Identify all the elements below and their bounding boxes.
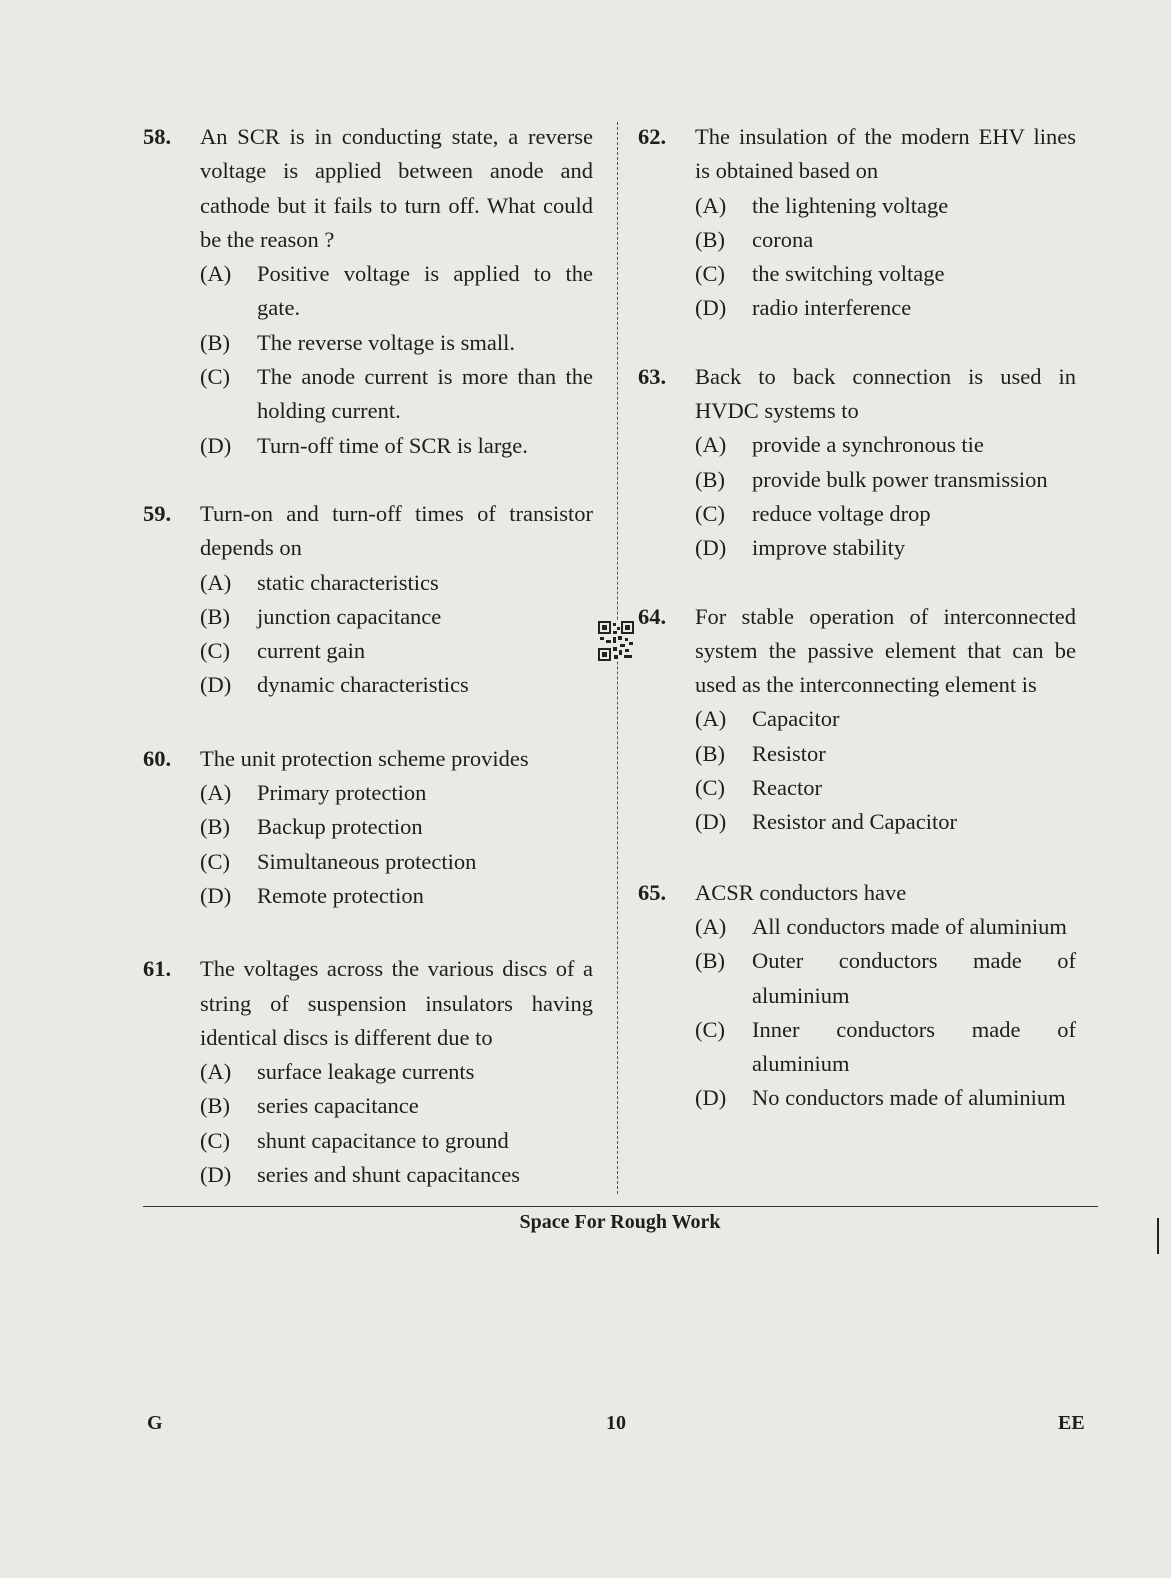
option-a: (A) Primary protection (200, 780, 427, 806)
question-number: 59. (143, 500, 172, 526)
option-a: (A) provide a synchronous tie (695, 432, 984, 458)
question-62 (638, 120, 1076, 326)
question-65 (638, 876, 1076, 1116)
qr-code-icon (598, 621, 634, 661)
option-c: (C) current gain (200, 638, 366, 664)
option-b: (B) provide bulk power transmission (695, 466, 1048, 492)
question-text: An SCR is in conducting state, a reverse voltage is applied between anode and cathode but it fails to turn off. What could be the reason ? (200, 124, 593, 252)
question-60 (143, 742, 593, 913)
footer-subject-code: EE (1058, 1412, 1085, 1434)
question-58 (143, 120, 593, 463)
edge-mark (1157, 1218, 1159, 1254)
question-text: The unit protection scheme provides (200, 745, 529, 771)
option-a: (A) Positive voltage is applied to the gate. (200, 261, 593, 321)
option-b: (B) Backup protection (200, 814, 423, 840)
option-b: (B) The reverse voltage is small. (200, 329, 516, 355)
option-d: (D) Remote protection (200, 882, 424, 908)
question-number: 65. (638, 879, 667, 905)
question-text: The insulation of the modern EHV lines is obtained based on (695, 124, 1076, 184)
option-d: (D) radio interference (695, 295, 912, 321)
question-number: 58. (143, 124, 172, 149)
question-61 (143, 952, 593, 1192)
option-b: (B) junction capacitance (200, 603, 442, 629)
page-number: 10 (606, 1412, 626, 1434)
option-d: (D) improve stability (695, 535, 906, 561)
question-number: 62. (638, 124, 667, 149)
question-number: 63. (638, 363, 667, 389)
right-column (638, 120, 1076, 1116)
question-text: Turn-on and turn-off times of transistor depends on (200, 500, 593, 561)
option-a: (A) Capacitor (695, 706, 840, 732)
option-a: (A) static characteristics (200, 569, 439, 595)
option-d: (D) Turn-off time of SCR is large. (200, 432, 528, 458)
option-d: (D) series and shunt capacitances (200, 1162, 521, 1188)
option-d: (D) Resistor and Capacitor (695, 809, 957, 835)
option-c: (C) the switching voltage (695, 261, 945, 287)
rough-work-rule (143, 1206, 1098, 1207)
question-text: Back to back connection is used in HVDC systems to (695, 363, 1076, 424)
question-text: ACSR conductors have (695, 879, 907, 905)
question-63 (638, 360, 1076, 566)
question-text: For stable operation of interconnected system the passive element that can be used as the interconnecting element is (695, 603, 1076, 698)
option-d: (D) dynamic characteristics (200, 672, 469, 698)
option-c: (C) Reactor (695, 775, 822, 801)
option-c: (C) The anode current is more than the holding current. (200, 364, 593, 424)
footer-series-code: G (147, 1412, 163, 1434)
option-b: (B) Outer conductors made of aluminium (695, 948, 1076, 1008)
option-c: (C) Simultaneous protection (200, 848, 477, 874)
question-text: The voltages across the various discs of a string of suspension insulators having identical discs is different due to (200, 956, 593, 1050)
option-a: (A) the lightening voltage (695, 192, 949, 218)
option-a: (A) All conductors made of aluminium (695, 913, 1067, 939)
option-b: (B) Resistor (695, 740, 826, 766)
option-a: (A) surface leakage currents (200, 1059, 475, 1085)
rough-work-label: Space For Rough Work (519, 1211, 721, 1233)
left-column (143, 120, 593, 1192)
question-number: 60. (143, 745, 172, 771)
question-number: 64. (638, 603, 667, 629)
option-d: (D) No conductors made of aluminium (695, 1085, 1066, 1111)
option-c: (C) reduce voltage drop (695, 500, 931, 526)
question-64 (638, 600, 1076, 840)
option-b: (B) corona (695, 226, 814, 252)
option-b: (B) series capacitance (200, 1093, 419, 1119)
question-number: 61. (143, 956, 172, 982)
option-c: (C) shunt capacitance to ground (200, 1127, 509, 1153)
question-59 (143, 497, 593, 703)
option-c: (C) Inner conductors made of aluminium (695, 1016, 1076, 1077)
